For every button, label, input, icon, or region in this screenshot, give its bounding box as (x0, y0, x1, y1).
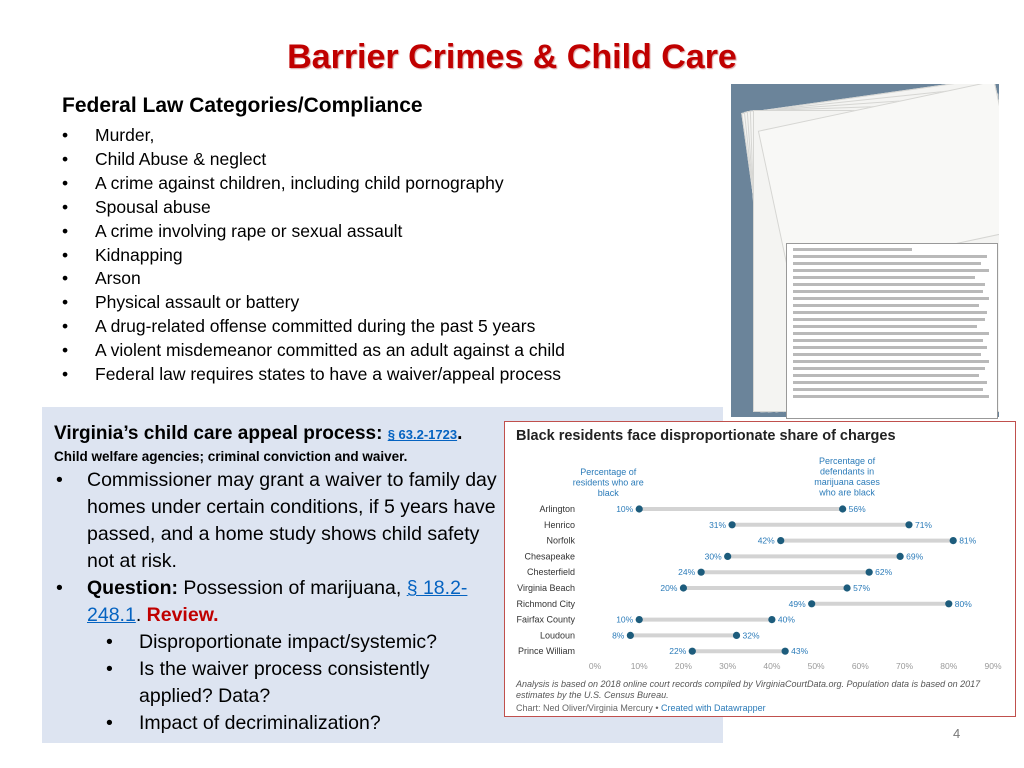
statute-link-18-2-248-1[interactable]: § 18.2-248.1 (87, 577, 468, 626)
legend-right-label: marijuana cases (814, 477, 880, 487)
dot-residents (627, 632, 634, 639)
value-label-residents: 42% (757, 535, 775, 546)
value-label-defendants: 56% (848, 504, 866, 514)
federal-section (62, 94, 712, 387)
credit-text: Chart: Ned Oliver/Virginia Mercury • (516, 703, 662, 713)
question-period: . (135, 604, 147, 626)
dot-defendants (950, 537, 957, 544)
dot-residents (636, 505, 643, 512)
x-tick-label: 70% (896, 661, 914, 671)
dot-defendants (733, 632, 740, 639)
dot-defendants (839, 505, 846, 512)
legend-left-label: black (597, 488, 619, 498)
value-label-residents: 22% (669, 646, 687, 657)
list-item: • A crime involving rape or sexual assault (62, 220, 712, 244)
review-label: Review. (146, 604, 219, 626)
x-tick-label: 60% (851, 661, 869, 671)
value-label-defendants: 81% (959, 535, 977, 546)
question-item (54, 575, 504, 737)
virginia-heading-text: Virginia’s child care appeal process: (54, 423, 388, 444)
list-item: • Is the waiver process consistently applied? Data? (87, 656, 504, 710)
dot-residents (777, 537, 784, 544)
dot-defendants (945, 600, 952, 607)
list-item: • A crime against children, including child pornography (62, 172, 712, 196)
x-tick-label: 80% (940, 661, 958, 671)
statute-link-63-2-1723[interactable]: § 63.2-1723 (387, 427, 458, 442)
x-tick-label: 30% (719, 661, 737, 671)
question-sublist (87, 629, 504, 737)
legend-right-label: defendants in (820, 466, 875, 477)
virginia-heading (54, 423, 462, 445)
list-item: • Disproportionate impact/systemic? (87, 629, 504, 656)
list-item: • Physical assault or battery (62, 291, 712, 315)
dot-residents (689, 648, 696, 655)
dot-residents (724, 553, 731, 560)
legend-left-label: residents who are (572, 477, 644, 488)
datawrapper-link[interactable]: Created with Datawrapper (661, 703, 766, 713)
list-item: • Murder, (62, 124, 712, 148)
category-label: Chesapeake (524, 551, 575, 562)
list-item: • Spousal abuse (62, 196, 712, 220)
value-label-residents: 20% (660, 583, 678, 593)
category-label: Prince William (517, 646, 575, 657)
dot-residents (808, 600, 815, 607)
dot-defendants (905, 521, 912, 528)
category-label: Norfolk (546, 535, 575, 546)
page-number: 4 (953, 726, 961, 741)
dot-residents (680, 584, 687, 591)
list-item: • Federal law requires states to have a waiver/appeal process (62, 363, 712, 387)
category-label: Richmond City (516, 598, 575, 609)
list-item: • Arson (62, 267, 712, 291)
value-label-residents: 10% (616, 504, 634, 514)
category-label: Loudoun (539, 630, 575, 641)
x-tick-label: 40% (763, 661, 781, 671)
x-tick-label: 90% (984, 661, 1002, 671)
dot-defendants (897, 553, 904, 560)
dot-defendants (866, 569, 873, 576)
x-tick-label: 50% (807, 661, 825, 671)
value-label-residents: 10% (616, 614, 634, 625)
value-label-defendants: 71% (914, 519, 932, 530)
value-label-defendants: 40% (777, 614, 795, 625)
value-label-defendants: 57% (853, 583, 871, 593)
category-label: Virginia Beach (517, 583, 575, 593)
value-label-residents: 49% (788, 598, 806, 609)
list-item: • Commissioner may grant a waiver to family day homes under certain conditions, if 5 years have passed, and a home study shows child safety not at risk. (54, 467, 504, 575)
category-label: Arlington (539, 504, 575, 514)
list-item: • A violent misdemeanor committed as an adult against a child (62, 339, 712, 363)
list-item: • A drug-related offense committed during the past 5 years (62, 315, 712, 339)
federal-heading: Federal Law Categories/Compliance (62, 94, 423, 117)
dot-defendants (782, 648, 789, 655)
dot-residents (636, 616, 643, 623)
list-item: • Kidnapping (62, 244, 712, 268)
value-label-defendants: 32% (742, 630, 760, 641)
chart-title: Black residents face disproportionate share of charges (516, 428, 896, 444)
legend-right-label: who are black (819, 487, 875, 498)
x-tick-label: 0% (588, 661, 602, 671)
statute-excerpt-image (786, 243, 998, 419)
question-label: Question: (87, 577, 178, 599)
virginia-subheading: Child welfare agencies; criminal conviction and waiver. (54, 449, 408, 464)
slide-title: Barrier Crimes & Child Care (287, 38, 737, 76)
chart-panel (504, 421, 1016, 717)
legend-right-label: Percentage of (819, 456, 876, 466)
chart-credit (516, 703, 766, 713)
x-tick-label: 20% (674, 661, 692, 671)
chart-footnote: Analysis is based on 2018 online court records compiled by VirginiaCourtData.org. Population data is based on 2017 estimates by the U.S. Census Bureau. (516, 679, 981, 700)
legend-left-label: Percentage of (580, 467, 637, 477)
dot-residents (698, 569, 705, 576)
value-label-defendants: 62% (875, 567, 893, 578)
value-label-defendants: 80% (954, 598, 972, 609)
value-label-residents: 8% (612, 630, 625, 641)
question-text: Possession of marijuana, (178, 577, 407, 599)
federal-list (62, 124, 712, 387)
x-tick-label: 10% (630, 661, 648, 671)
heading-period: . (457, 423, 463, 444)
value-label-defendants: 69% (906, 551, 924, 562)
category-label: Henrico (543, 519, 575, 530)
dot-defendants (768, 616, 775, 623)
value-label-defendants: 43% (791, 646, 809, 657)
category-label: Fairfax County (516, 614, 575, 625)
value-label-residents: 30% (704, 551, 722, 562)
value-label-residents: 31% (709, 519, 727, 530)
virginia-list (54, 467, 504, 737)
value-label-residents: 24% (678, 567, 696, 578)
dot-range-chart (505, 452, 1014, 692)
dot-defendants (843, 584, 850, 591)
list-item: • Impact of decriminalization? (87, 710, 504, 737)
list-item: • Child Abuse & neglect (62, 148, 712, 172)
dot-residents (728, 521, 735, 528)
category-label: Chesterfield (526, 567, 575, 578)
